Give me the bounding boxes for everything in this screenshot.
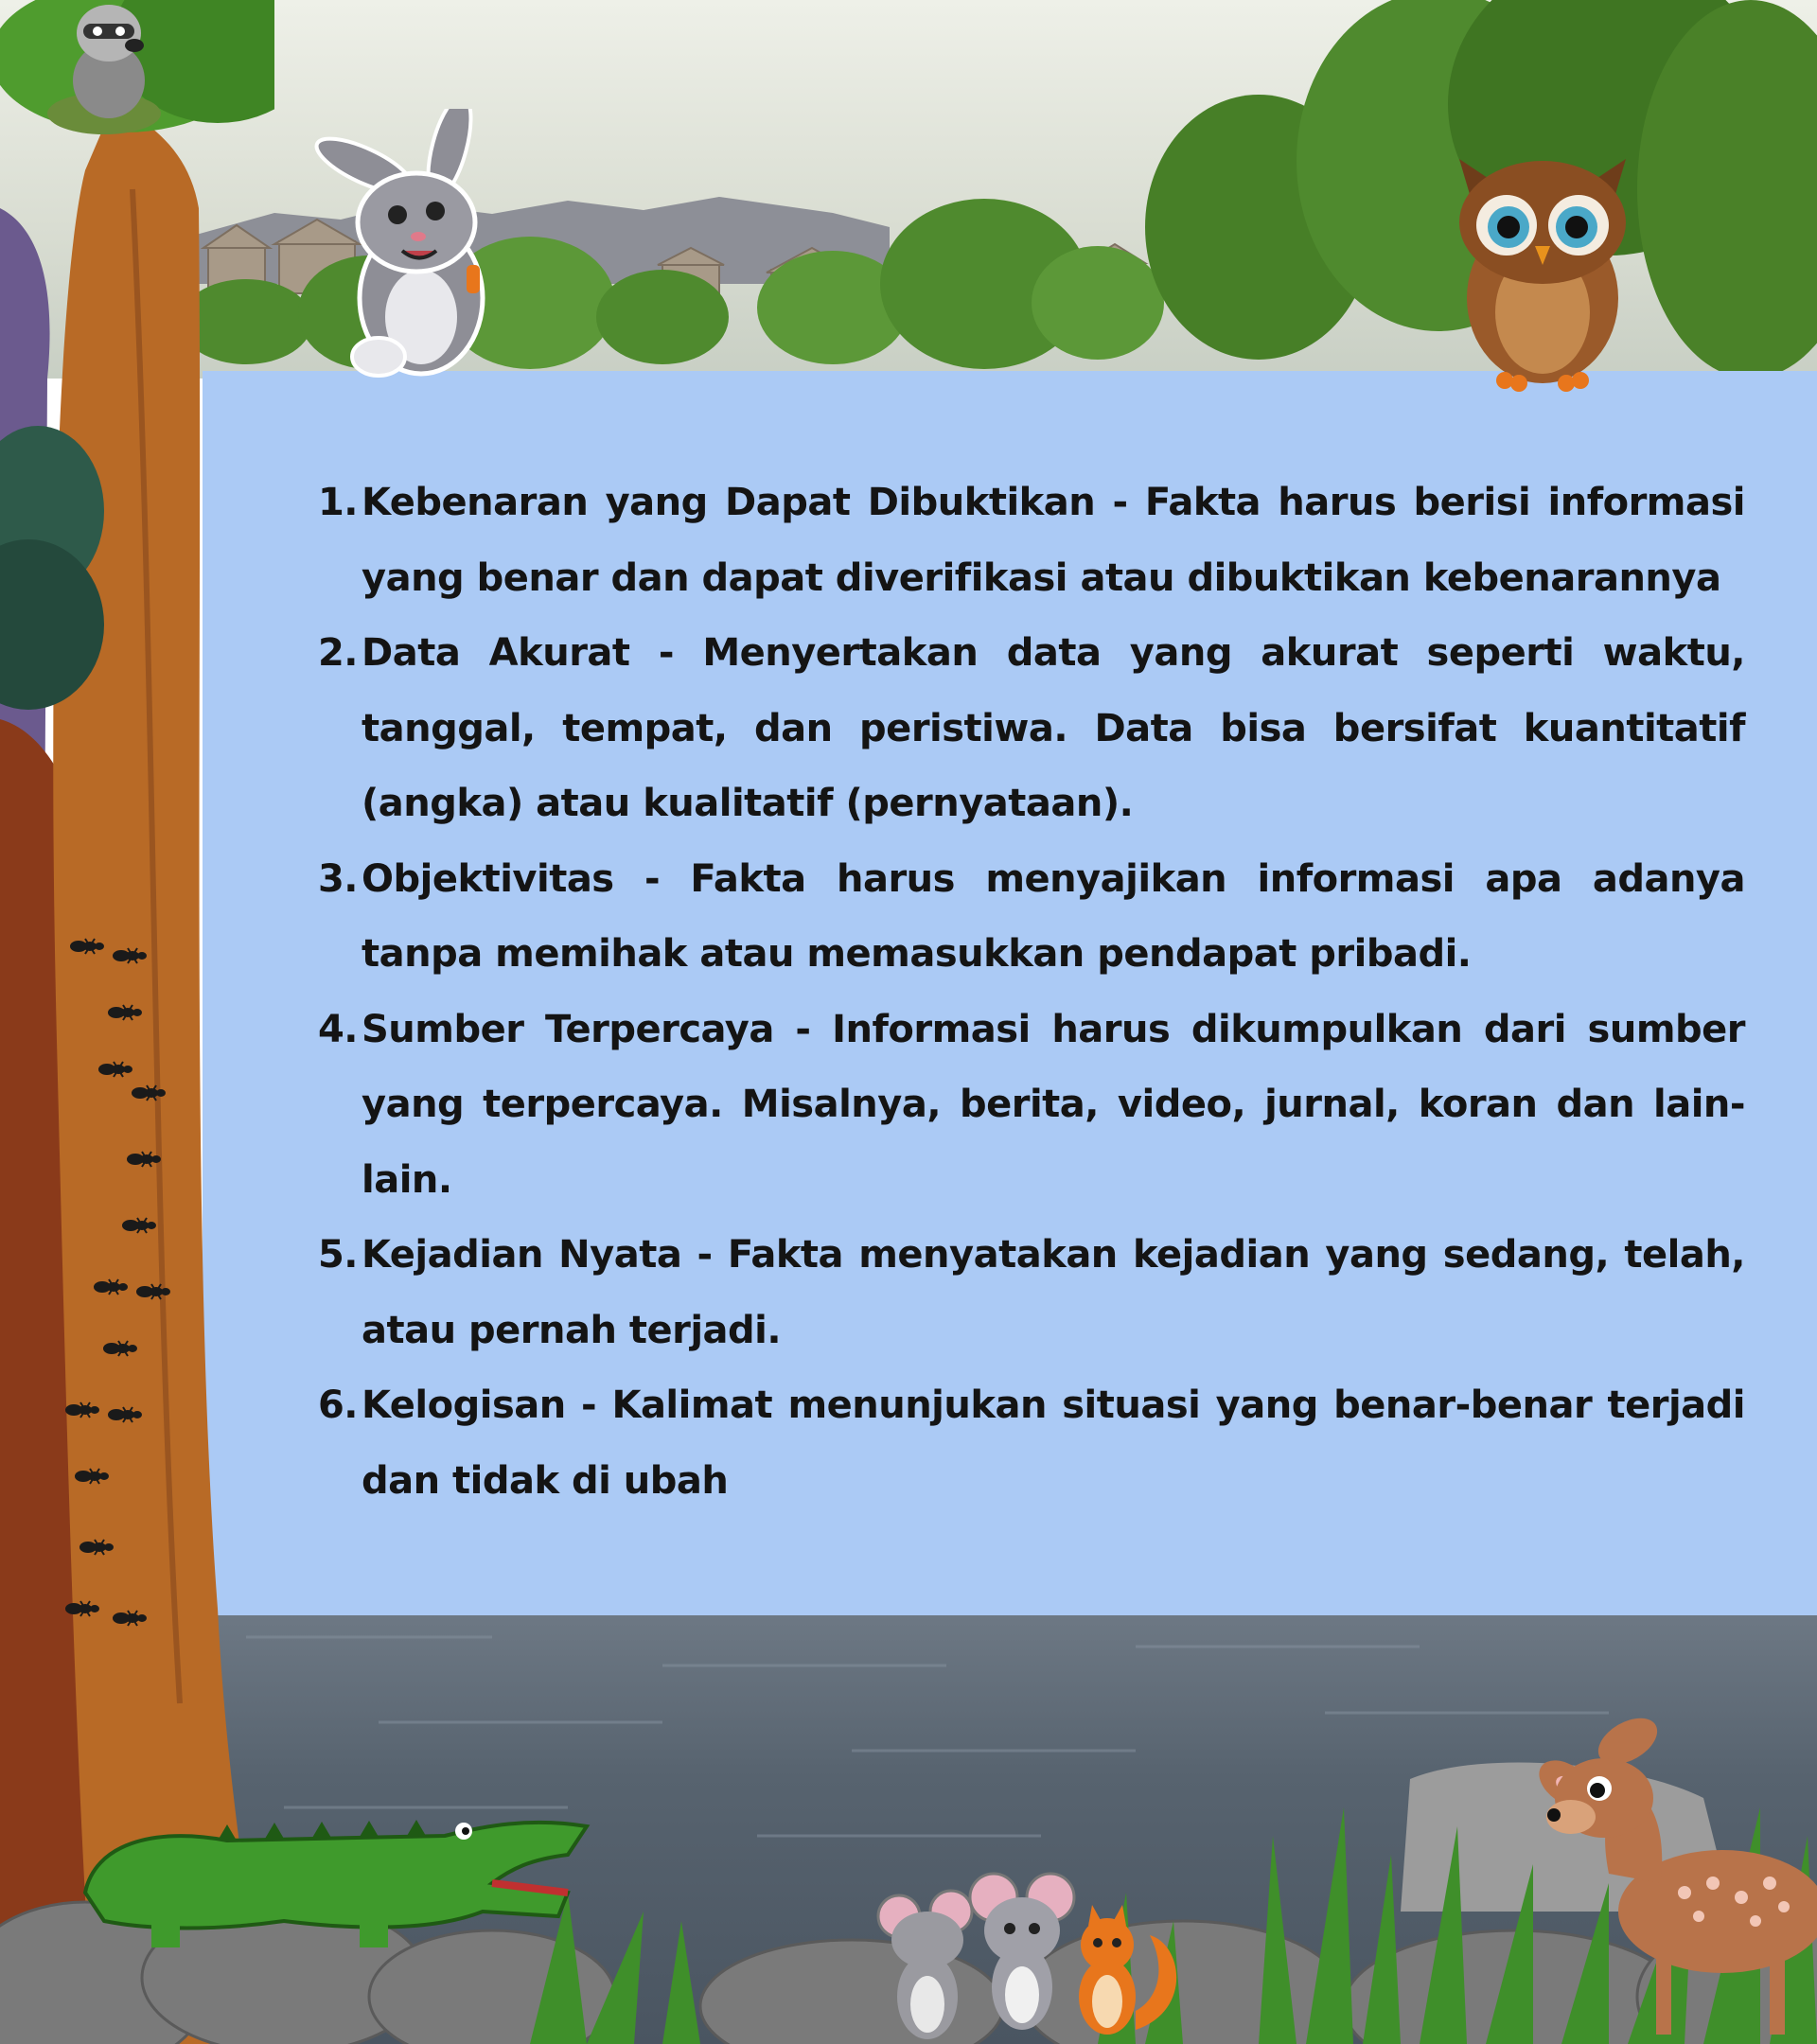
item-text: Kebenaran yang Dapat Dibuktikan - Fakta harus berisi informasi yang benar dan dapat diverifikasi atau dibuktikan kebenarannya: [362, 481, 1745, 600]
item-text: Kelogisan - Kalimat menunjukan situasi yang benar-benar terjadi dan tidak di ubah: [362, 1383, 1745, 1503]
squirrel-icon: [1060, 1897, 1183, 2044]
item-text: Sumber Terpercaya - Informasi harus dikumpulkan dari sumber yang terpercaya. Misalnya, berita, video, jurnal, koran dan lain-lain.: [362, 1007, 1745, 1202]
list-item: [317, 993, 1745, 1219]
list-item: [317, 466, 1745, 616]
ant-icon: [57, 927, 180, 1656]
owl-icon: [1448, 142, 1637, 393]
rabbit-icon: [308, 109, 525, 393]
item-number: 1.: [317, 481, 358, 524]
list-item: [317, 842, 1745, 993]
list-item: [317, 1218, 1745, 1368]
deer-icon: [1495, 1713, 1817, 2044]
raccoon-icon: [19, 0, 170, 161]
item-number: 5.: [317, 1233, 358, 1277]
fact-characteristics-list: [317, 466, 1745, 1519]
item-number: 3.: [317, 856, 358, 901]
item-number: 2.: [317, 631, 358, 675]
item-text: Data Akurat - Menyertakan data yang akurat seperti waktu, tanggal, tempat, dan peristiwa. Data bisa bersifat kuantitatif (angka) atau kualitatif (pernyataan).: [362, 631, 1745, 825]
item-text: Objektivitas - Fakta harus menyajikan informasi apa adanya tanpa memihak atau memasukkan pendapat pribadi.: [362, 856, 1745, 976]
list-item: [317, 616, 1745, 842]
crocodile-icon: [76, 1788, 606, 1959]
list-item: [317, 1368, 1745, 1519]
item-number: 4.: [317, 1007, 358, 1051]
item-number: 6.: [317, 1383, 358, 1427]
item-text: Kejadian Nyata - Fakta menyatakan kejadian yang sedang, telah, atau pernah terjadi.: [362, 1233, 1745, 1352]
